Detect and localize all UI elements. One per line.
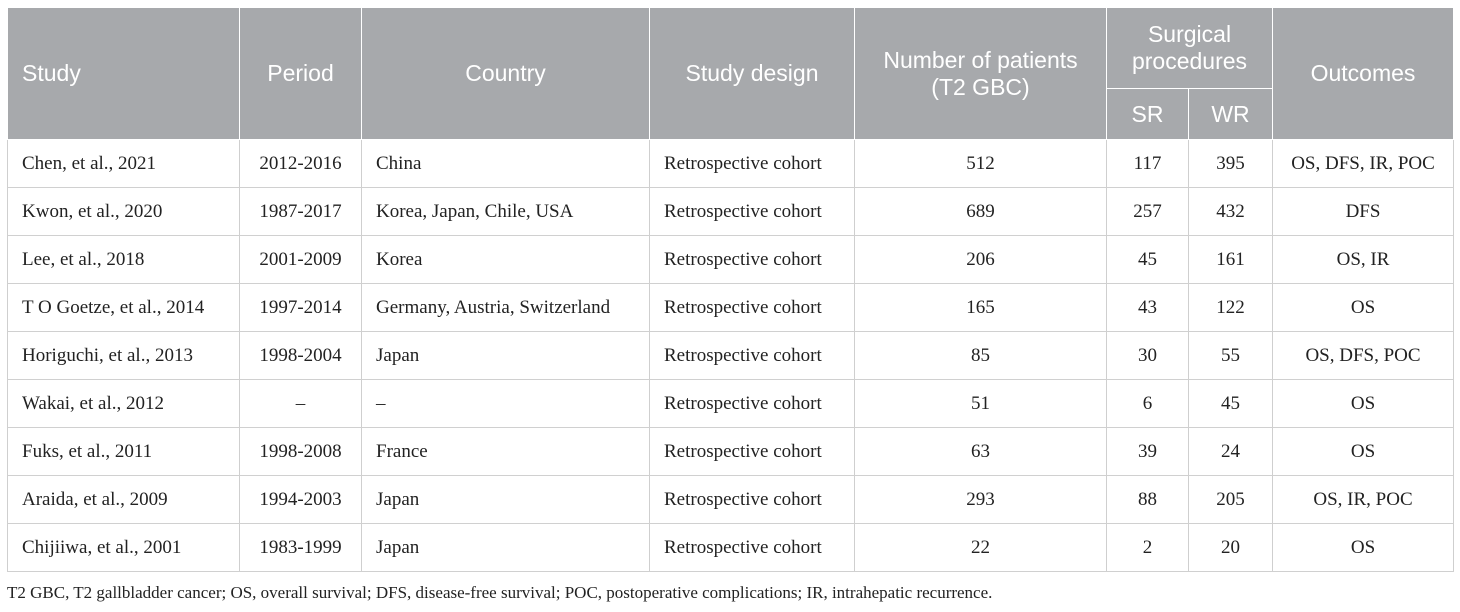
cell-patients: 512 <box>855 140 1107 188</box>
header-number-of-patients: Number of patients (T2 GBC) <box>855 8 1107 140</box>
cell-period: 2001-2009 <box>240 236 362 284</box>
cell-study-design: Retrospective cohort <box>650 188 855 236</box>
cell-outcomes: OS, DFS, POC <box>1273 332 1454 380</box>
cell-sr: 43 <box>1107 284 1189 332</box>
header-country: Country <box>362 8 650 140</box>
cell-period: – <box>240 380 362 428</box>
cell-period: 1998-2008 <box>240 428 362 476</box>
table-row <box>8 380 1454 428</box>
studies-table <box>7 7 1454 572</box>
cell-outcomes: OS, IR, POC <box>1273 476 1454 524</box>
cell-country: Japan <box>362 332 650 380</box>
table-row <box>8 428 1454 476</box>
cell-patients: 51 <box>855 380 1107 428</box>
table-row <box>8 284 1454 332</box>
table-row <box>8 476 1454 524</box>
cell-study-design: Retrospective cohort <box>650 476 855 524</box>
cell-study: Araida, et al., 2009 <box>8 476 240 524</box>
header-period: Period <box>240 8 362 140</box>
cell-study: Fuks, et al., 2011 <box>8 428 240 476</box>
cell-wr: 395 <box>1189 140 1273 188</box>
cell-study: Chijiiwa, et al., 2001 <box>8 524 240 572</box>
cell-period: 1997-2014 <box>240 284 362 332</box>
cell-study-design: Retrospective cohort <box>650 380 855 428</box>
cell-outcomes: OS <box>1273 524 1454 572</box>
header-study: Study <box>8 8 240 140</box>
cell-study-design: Retrospective cohort <box>650 524 855 572</box>
cell-sr: 257 <box>1107 188 1189 236</box>
cell-outcomes: OS, IR <box>1273 236 1454 284</box>
header-surgical-procedures: Surgical procedures <box>1107 8 1273 89</box>
cell-period: 1987-2017 <box>240 188 362 236</box>
cell-study: T O Goetze, et al., 2014 <box>8 284 240 332</box>
cell-sr: 2 <box>1107 524 1189 572</box>
header-study-design: Study design <box>650 8 855 140</box>
cell-wr: 161 <box>1189 236 1273 284</box>
cell-wr: 205 <box>1189 476 1273 524</box>
table-row <box>8 188 1454 236</box>
header-sr: SR <box>1107 89 1189 140</box>
cell-patients: 689 <box>855 188 1107 236</box>
table-footnote: T2 GBC, T2 gallbladder cancer; OS, overall survival; DFS, disease-free survival; POC, postoperative complications; IR, intrahepatic recurrence. <box>7 583 993 602</box>
table-row <box>8 140 1454 188</box>
cell-wr: 20 <box>1189 524 1273 572</box>
cell-sr: 45 <box>1107 236 1189 284</box>
table-row <box>8 236 1454 284</box>
cell-study-design: Retrospective cohort <box>650 428 855 476</box>
cell-country: France <box>362 428 650 476</box>
cell-outcomes: OS <box>1273 428 1454 476</box>
cell-country: Japan <box>362 524 650 572</box>
cell-country: – <box>362 380 650 428</box>
cell-outcomes: OS <box>1273 380 1454 428</box>
table-row <box>8 332 1454 380</box>
cell-period: 1983-1999 <box>240 524 362 572</box>
table-row <box>8 524 1454 572</box>
cell-period: 2012-2016 <box>240 140 362 188</box>
cell-period: 1994-2003 <box>240 476 362 524</box>
cell-patients: 22 <box>855 524 1107 572</box>
cell-country: Korea <box>362 236 650 284</box>
cell-patients: 165 <box>855 284 1107 332</box>
cell-outcomes: DFS <box>1273 188 1454 236</box>
cell-period: 1998-2004 <box>240 332 362 380</box>
cell-wr: 24 <box>1189 428 1273 476</box>
cell-study-design: Retrospective cohort <box>650 284 855 332</box>
cell-wr: 122 <box>1189 284 1273 332</box>
cell-study: Lee, et al., 2018 <box>8 236 240 284</box>
cell-sr: 30 <box>1107 332 1189 380</box>
cell-study: Horiguchi, et al., 2013 <box>8 332 240 380</box>
cell-patients: 206 <box>855 236 1107 284</box>
cell-country: Korea, Japan, Chile, USA <box>362 188 650 236</box>
cell-country: Japan <box>362 476 650 524</box>
cell-country: Germany, Austria, Switzerland <box>362 284 650 332</box>
cell-wr: 55 <box>1189 332 1273 380</box>
cell-country: China <box>362 140 650 188</box>
header-wr: WR <box>1189 89 1273 140</box>
cell-study-design: Retrospective cohort <box>650 140 855 188</box>
cell-study: Kwon, et al., 2020 <box>8 188 240 236</box>
cell-patients: 293 <box>855 476 1107 524</box>
cell-study-design: Retrospective cohort <box>650 236 855 284</box>
cell-study: Wakai, et al., 2012 <box>8 380 240 428</box>
cell-patients: 85 <box>855 332 1107 380</box>
cell-sr: 117 <box>1107 140 1189 188</box>
cell-wr: 45 <box>1189 380 1273 428</box>
cell-patients: 63 <box>855 428 1107 476</box>
cell-outcomes: OS <box>1273 284 1454 332</box>
cell-study: Chen, et al., 2021 <box>8 140 240 188</box>
cell-sr: 39 <box>1107 428 1189 476</box>
cell-study-design: Retrospective cohort <box>650 332 855 380</box>
header-outcomes: Outcomes <box>1273 8 1454 140</box>
cell-sr: 6 <box>1107 380 1189 428</box>
cell-wr: 432 <box>1189 188 1273 236</box>
cell-outcomes: OS, DFS, IR, POC <box>1273 140 1454 188</box>
cell-sr: 88 <box>1107 476 1189 524</box>
